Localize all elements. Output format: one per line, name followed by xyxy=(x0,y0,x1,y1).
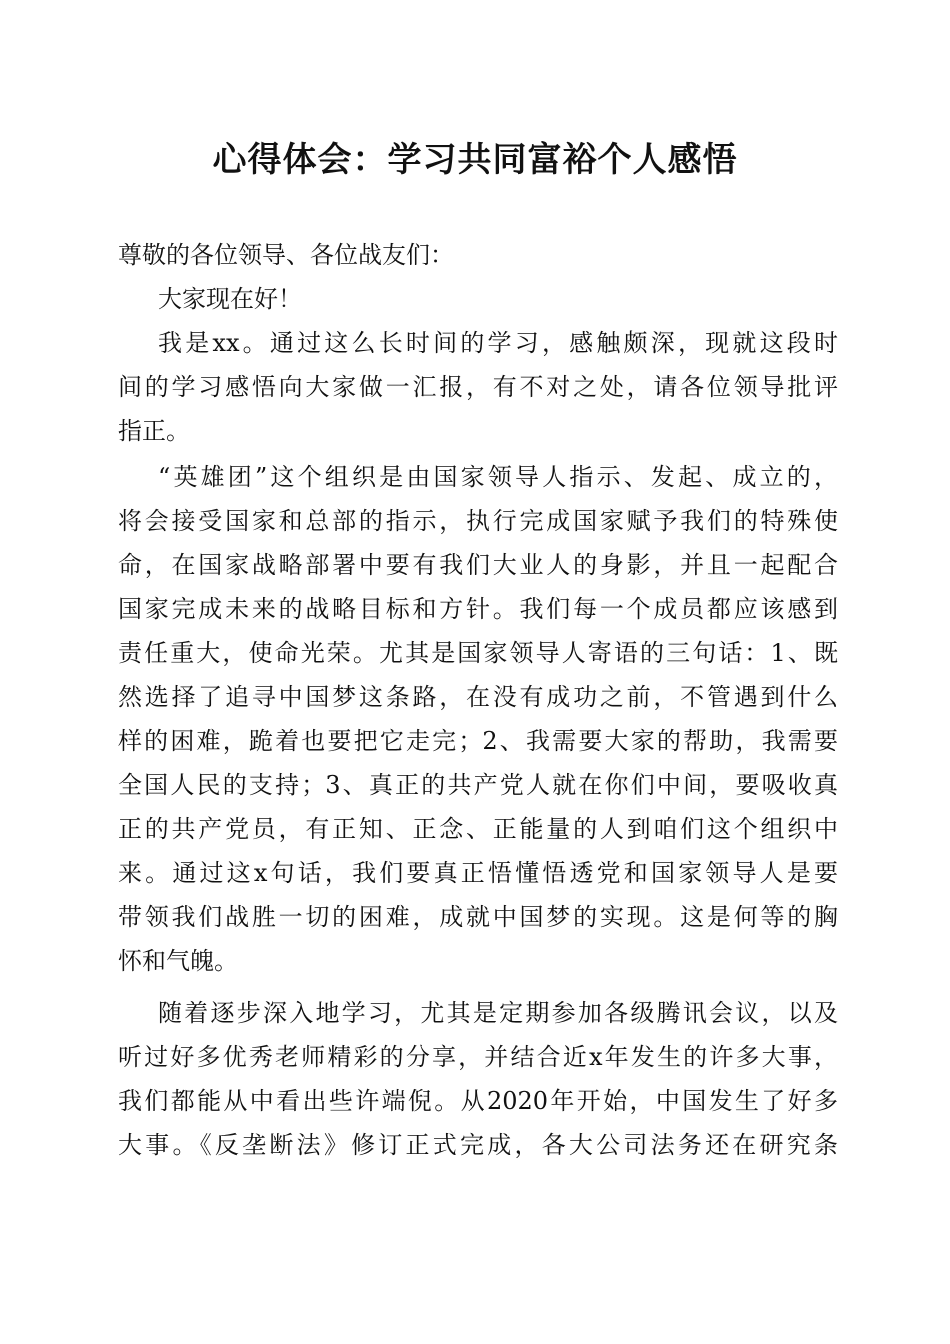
paragraph2-line: 国家完成未来的战略目标和方针。我们每一个成员都应该感到 xyxy=(118,595,838,623)
greeting: 大家现在好！ xyxy=(158,285,302,313)
paragraph2-line: 正的共产党员，有正知、正念、正能量的人到咱们这个组织中 xyxy=(118,815,838,843)
paragraph2-line: 责任重大，使命光荣。尤其是国家领导人寄语的三句话：1、既 xyxy=(118,639,838,667)
paragraph2-line: “英雄团”这个组织是由国家领导人指示、发起、成立的， xyxy=(158,463,838,491)
document-title: 心得体会：学习共同富裕个人感悟 xyxy=(212,140,738,180)
paragraph2-line: 怀和气魄。 xyxy=(118,947,238,975)
paragraph1-line: 指正。 xyxy=(118,417,190,445)
paragraph2-line: 然选择了追寻中国梦这条路，在没有成功之前，不管遇到什么 xyxy=(118,683,838,711)
paragraph2-line: 将会接受国家和总部的指示，执行完成国家赋予我们的特殊使 xyxy=(118,507,838,535)
paragraph2-line: 来。通过这x句话，我们要真正悟懂悟透党和国家领导人是要 xyxy=(118,859,838,887)
paragraph2-line: 带领我们战胜一切的困难，成就中国梦的实现。这是何等的胸 xyxy=(118,903,838,931)
paragraph1-line: 间的学习感悟向大家做一汇报，有不对之处，请各位领导批评 xyxy=(118,373,838,401)
paragraph2-line: 样的困难，跪着也要把它走完；2、我需要大家的帮助，我需要 xyxy=(118,727,838,755)
paragraph3-line: 我们都能从中看出些许端倪。从2020年开始，中国发生了好多 xyxy=(118,1087,838,1115)
salutation: 尊敬的各位领导、各位战友们： xyxy=(118,241,454,269)
paragraph2-line: 全国人民的支持；3、真正的共产党人就在你们中间，要吸收真 xyxy=(118,771,838,799)
paragraph3-line: 听过好多优秀老师精彩的分享，并结合近x年发生的许多大事， xyxy=(118,1043,838,1071)
paragraph3-line: 随着逐步深入地学习，尤其是定期参加各级腾讯会议，以及 xyxy=(158,999,838,1027)
paragraph2-line: 命，在国家战略部署中要有我们大业人的身影，并且一起配合 xyxy=(118,551,838,579)
paragraph3-line: 大事。《反垄断法》修订正式完成，各大公司法务还在研究条 xyxy=(118,1131,838,1159)
paragraph1-line: 我是xx。通过这么长时间的学习，感触颇深，现就这段时 xyxy=(158,329,838,357)
